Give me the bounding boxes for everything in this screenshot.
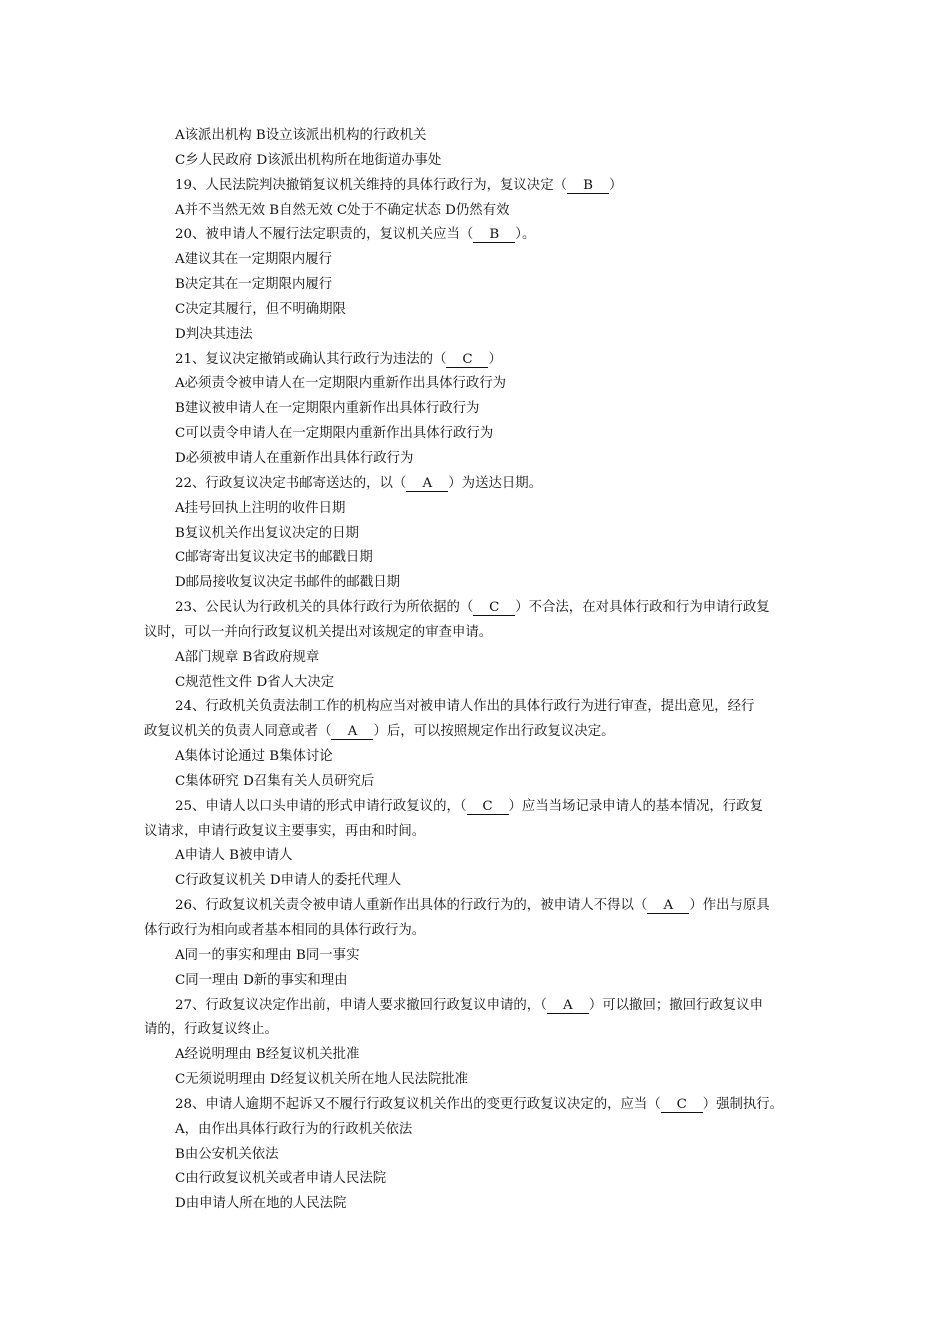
question-continuation: 请的，行政复议终止。 xyxy=(144,1022,278,1038)
question-text: 23、公民认为行政机关的具体行政行为所依据的（ xyxy=(175,600,474,616)
question-continuation: 议请求，申请行政复议主要事实，再由和时间。 xyxy=(144,823,426,839)
answer-blank: A xyxy=(331,725,373,740)
question-text: 25、申请人以口头申请的形式申请行政复议的，（ xyxy=(175,798,467,814)
question-28 xyxy=(0,1093,950,1118)
option-line: C决定其履行，但不明确期限 xyxy=(175,301,346,317)
question-text: ）不合法，在对具体行政和行为申请行政复 xyxy=(515,600,770,616)
question-21 xyxy=(0,348,950,373)
answer-blank: A xyxy=(647,899,689,914)
answer-blank: C xyxy=(473,601,515,616)
option-line: C集体研究 D召集有关人员研究后 xyxy=(175,773,375,789)
question-text: ）强制执行。 xyxy=(702,1096,784,1112)
question-continuation xyxy=(0,720,950,745)
question-text: ）作出与原具 xyxy=(689,898,770,914)
question-19 xyxy=(0,174,950,199)
question-27 xyxy=(0,994,950,1019)
question-continuation: 议时，可以一并向行政复议机关提出对该规定的审查申请。 xyxy=(144,624,493,640)
option-line: A同一的事实和理由 B同一事实 xyxy=(175,947,360,963)
option-line: C无须说明理由 D经复议机关所在地人民法院批准 xyxy=(175,1072,469,1088)
answer-blank: A xyxy=(547,999,589,1014)
question-22 xyxy=(0,472,950,497)
option-line: A并不当然无效 B自然无效 C处于不确定状态 D仍然有效 xyxy=(175,202,510,218)
question-text: ）后，可以按照规定作出行政复议决定。 xyxy=(373,724,615,740)
answer-blank: C xyxy=(467,800,509,815)
option-line: C行政复议机关 D申请人的委托代理人 xyxy=(175,873,402,889)
option-line: B复议机关作出复议决定的日期 xyxy=(175,525,359,541)
question-20 xyxy=(0,223,950,248)
question-26 xyxy=(0,894,950,919)
answer-blank: C xyxy=(661,1098,703,1113)
question-text: 22、行政复议决定书邮寄送达的，以（ xyxy=(175,475,407,491)
answer-blank: C xyxy=(446,353,488,368)
answer-blank: A xyxy=(406,477,448,492)
option-line: A必须责令被申请人在一定期限内重新作出具体行政行为 xyxy=(175,376,507,392)
question-text: 26、行政复议机关责令被申请人重新作出具体的行政行为的，被申请人不得以（ xyxy=(175,898,648,914)
option-line: C同一理由 D新的事实和理由 xyxy=(175,972,348,988)
question-text: 21、复议决定撤销或确认其行政行为违法的（ xyxy=(175,351,447,367)
option-line: B建议被申请人在一定期限内重新作出具体行政行为 xyxy=(175,401,480,417)
option-line: B决定其在一定期限内履行 xyxy=(175,277,333,293)
question-text: ）为送达日期。 xyxy=(448,475,543,491)
option-line: A该派出机构 B设立该派出机构的行政机关 xyxy=(175,128,427,143)
option-line: A申请人 B被申请人 xyxy=(175,848,293,864)
question-text: 19、人民法院判决撤销复议机关维持的具体行政行为，复议决定（ xyxy=(175,177,567,193)
option-line: A挂号回执上注明的收件日期 xyxy=(175,500,346,516)
question-25 xyxy=(0,795,950,820)
question-text: 28、申请人逾期不起诉又不履行行政复议机关作出的变更行政复议决定的，应当（ xyxy=(175,1096,661,1112)
question-text: 27、行政复议决定作出前，申请人要求撤回行政复议申请的，（ xyxy=(175,997,547,1013)
question-24 xyxy=(0,695,950,720)
question-23 xyxy=(0,596,950,621)
document-body xyxy=(0,124,950,1217)
option-line: D判决其违法 xyxy=(175,326,253,342)
option-line: C乡人民政府 D该派出机构所在地街道办事处 xyxy=(175,152,442,168)
answer-blank: B xyxy=(473,228,515,243)
option-line: C由行政复议机关或者申请人民法院 xyxy=(175,1171,387,1187)
option-line: D邮局接收复议决定书邮件的邮戳日期 xyxy=(175,575,400,591)
option-line: C邮寄寄出复议决定书的邮戳日期 xyxy=(175,550,373,566)
question-text: 24、行政机关负责法制工作的机构应当对被申请人作出的具体行政行为进行审查，提出意见，经行 xyxy=(175,699,755,715)
option-line: C可以责令申请人在一定期限内重新作出具体行政行为 xyxy=(175,426,494,442)
question-text: 政复议机关的负责人同意或者（ xyxy=(144,724,332,740)
question-continuation: 体行政行为相向或者基本相同的具体行政行为。 xyxy=(144,923,426,938)
option-line: B由公安机关依法 xyxy=(175,1146,279,1162)
option-line: A经说明理由 B经复议机关批准 xyxy=(175,1047,360,1063)
option-line: A部门规章 B省政府规章 xyxy=(175,649,320,665)
question-text: ） xyxy=(608,177,623,193)
question-text: ）应当当场记录申请人的基本情况，行政复 xyxy=(508,798,763,814)
answer-blank: B xyxy=(567,179,609,194)
option-line: C规范性文件 D省人大决定 xyxy=(175,674,335,690)
question-text: 20、被申请人不履行法定职责的，复议机关应当（ xyxy=(175,227,474,243)
option-line: D由申请人所在地的人民法院 xyxy=(175,1196,347,1212)
option-line: A建议其在一定期限内履行 xyxy=(175,252,332,268)
option-line: A，由作出具体行政行为的行政机关依法 xyxy=(175,1121,413,1137)
question-text: ）可以撤回；撤回行政复议申 xyxy=(588,997,763,1013)
option-line: A集体讨论通过 B集体讨论 xyxy=(175,749,333,765)
question-text: ） xyxy=(488,351,502,367)
question-text: ）。 xyxy=(515,227,536,243)
option-line: D必须被申请人在重新作出具体行政行为 xyxy=(175,450,414,466)
